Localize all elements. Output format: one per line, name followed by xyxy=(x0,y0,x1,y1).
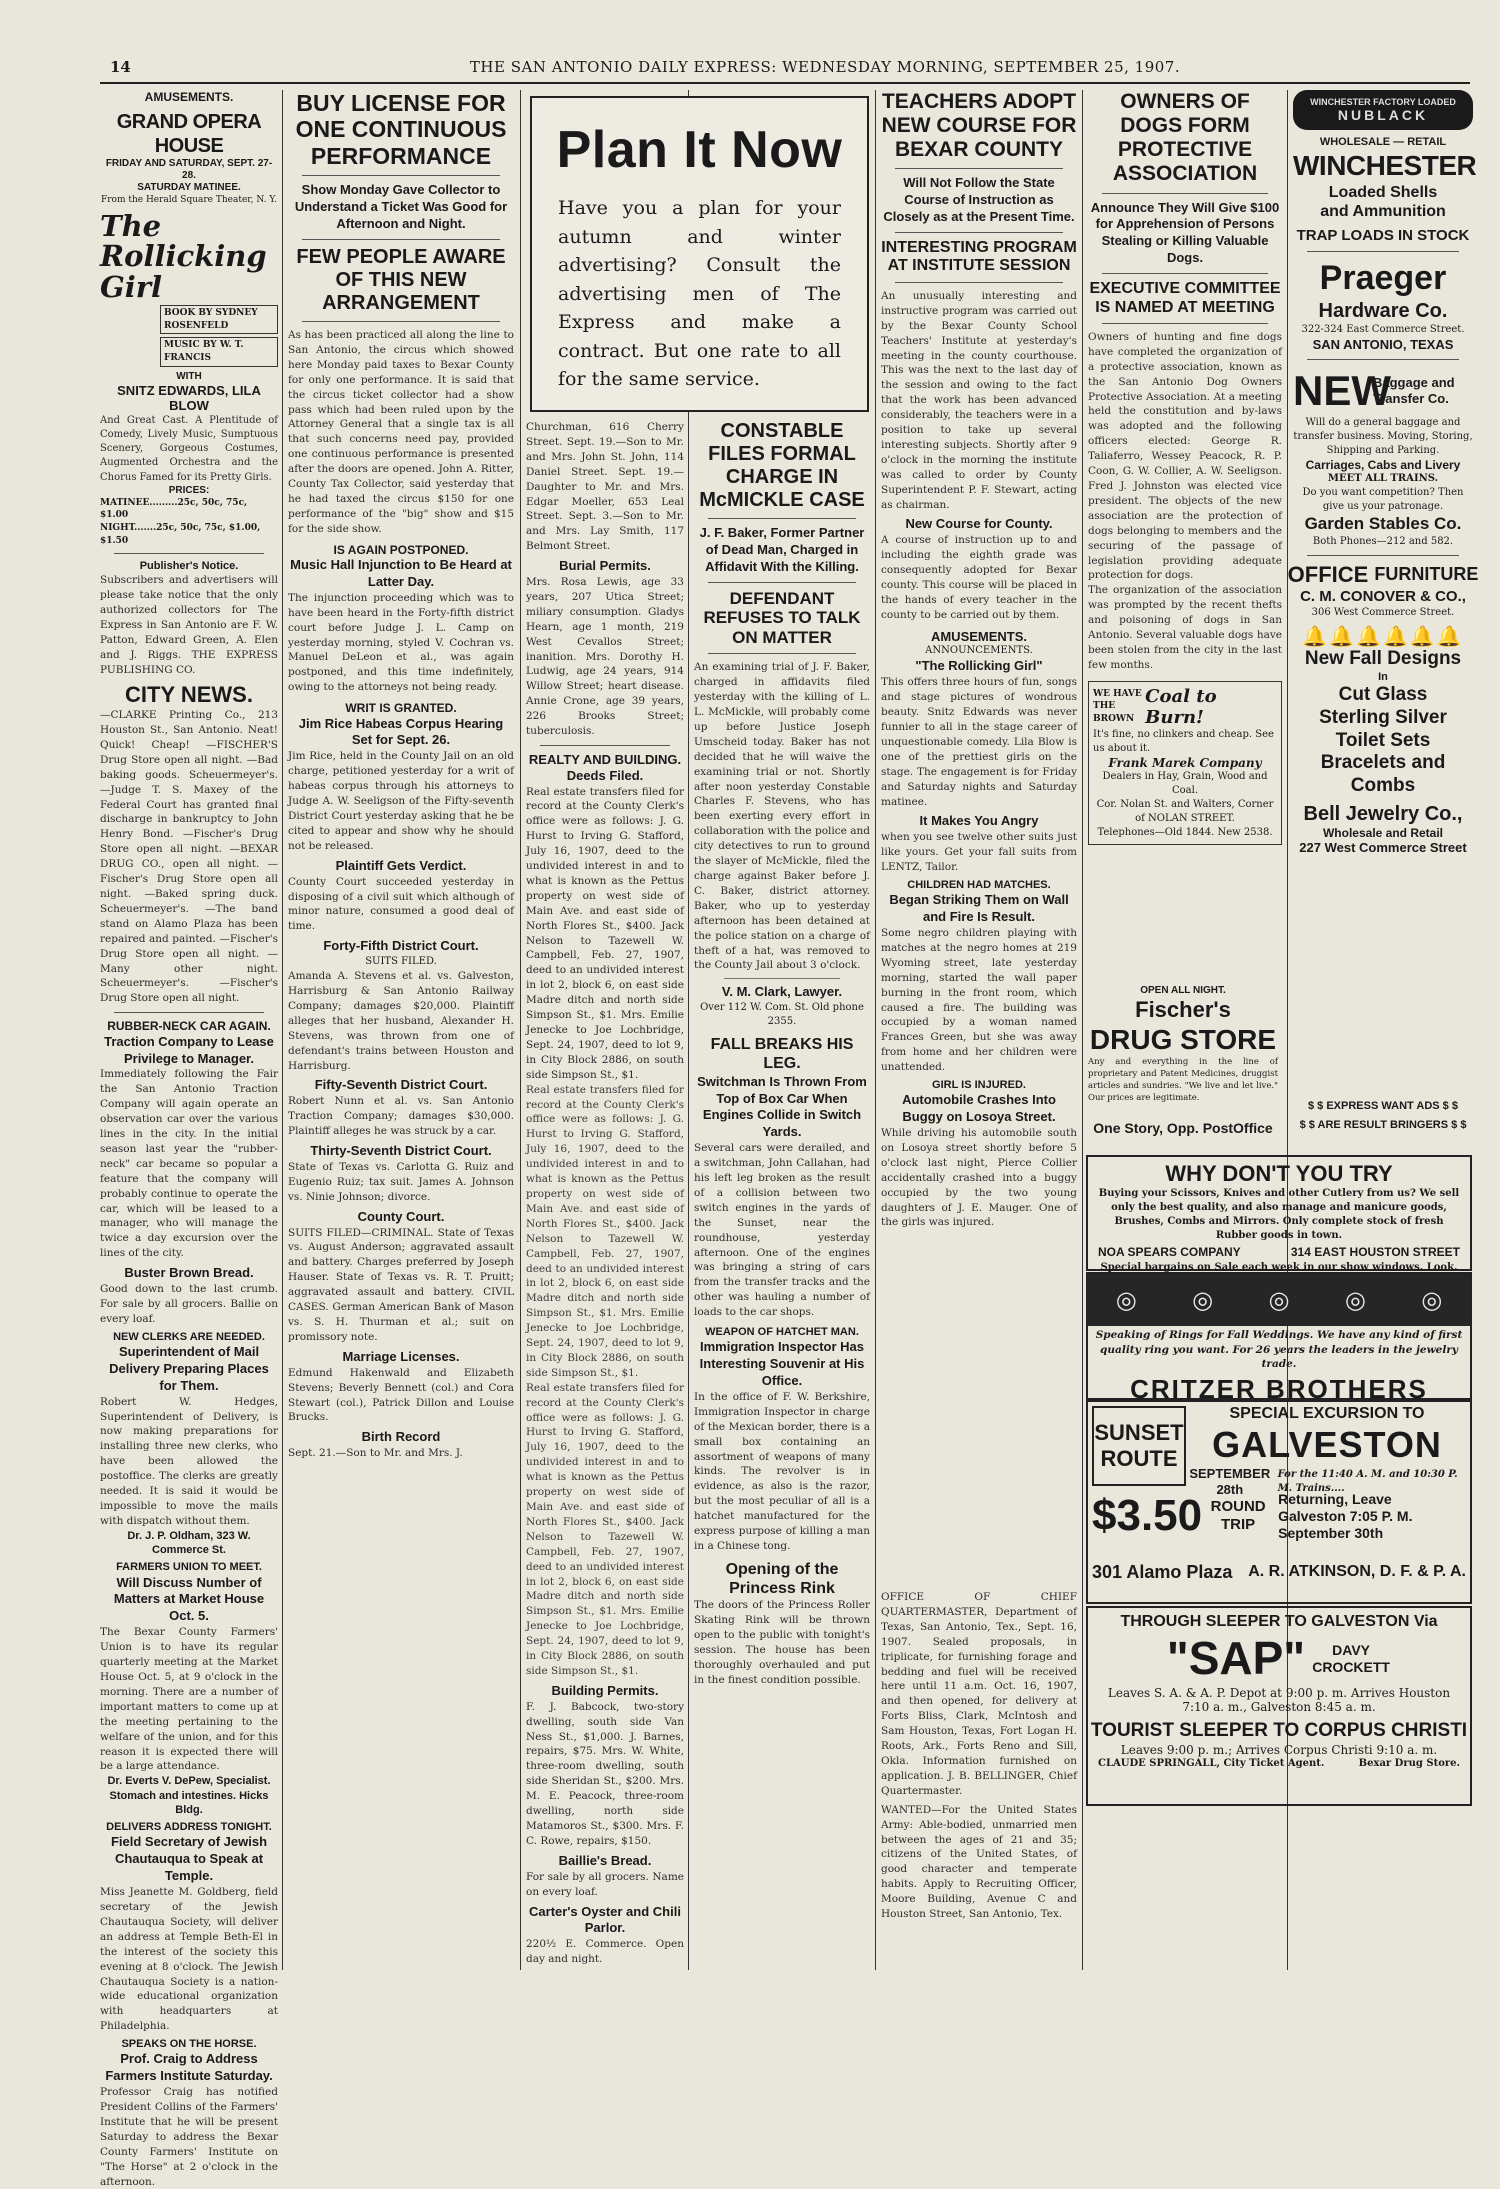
column-6 xyxy=(1088,90,1282,1100)
express-want: $ $ EXPRESS WANT ADS $ $ xyxy=(1308,1100,1458,1112)
winchester-brand: WINCHESTER FACTORY LOADED xyxy=(1310,97,1456,107)
buster-head: Buster Brown Bread. xyxy=(124,1265,254,1281)
noa-spears: NOA SPEARS COMPANY xyxy=(1098,1245,1241,1260)
matinee-line: SATURDAY MATINEE. xyxy=(137,182,241,194)
baggage-title: Baggage and Transfer Co. xyxy=(1373,375,1455,406)
in-label: In xyxy=(1378,670,1388,683)
weapon-text: In the office of F. W. Berkshire, Immigration Inspector in charge of the Mexican border, there is a small box containing an assortment of weapons of many kinds. The revolver is in evidence, as also is the razor, but the most peculiar of all is a hatchet manufactured for the express purpose of killing a man in a Chinese tong. xyxy=(694,1390,870,1552)
burial-text: Mrs. Rosa Lewis, age 33 years, 207 Utica Street; miliary consumption. Gladys Hearn, age 1 month, 219 West Cevallos Street; inanition. Mrs. Dorothy H. Ludwig, age 24 years, 914 Willow Street; heart disease. Annie Crone, age 39 years, 226 Brooks Street; tuberculosis. xyxy=(526,576,684,738)
carriages: Carriages, Cabs and Livery xyxy=(1305,457,1461,472)
county-court-text: SUITS FILED—CRIMINAL. State of Texas vs. August Anderson; aggravated assault and battery. Charges preferred by Joseph Hauser. State of Texas vs. R. T. Pruitt; aggravated assault and battery. CIVIL CASES. German American Bank of Mason vs. S. H. Thurman et al.; suit on promissory note. xyxy=(288,1226,514,1343)
tourist-sleeper: TOURIST SLEEPER TO CORPUS CHRISTI xyxy=(1090,1720,1468,1742)
sunset-label: SUNSET xyxy=(1094,1419,1184,1445)
nublack: NUBLACK xyxy=(1337,107,1429,123)
rollicking-head: "The Rollicking Girl" xyxy=(915,658,1043,674)
dogs-sub: Announce They Will Give $100 for Apprehension of Persons Stealing or Killing Valuable Dogs. xyxy=(1090,199,1280,266)
constable-sub: J. F. Baker, Former Partner of Dead Man, Charged in Affidavit With the Killing. xyxy=(699,525,865,574)
atkinson: A. R. ATKINSON, D. F. & P. A. xyxy=(1248,1563,1466,1580)
publisher-text: Subscribers and advertisers will please take notice that the only authorized collectors for The Express in San Antonio are F. W. Patton, Edward Green, A. Elen and J. Riggs. THE EXPRESS PUBLISHING CO. xyxy=(100,574,278,676)
masthead-rule xyxy=(100,82,1470,84)
postponed-sub: Music Hall Injunction to Be Heard at Latter Day. xyxy=(290,557,512,589)
writ-sub: Jim Rice Habeas Corpus Hearing Set for Sept. 26. xyxy=(298,715,504,748)
fischers-title: Fischer's xyxy=(1135,997,1231,1022)
plaintiff-text: County Court succeeded yesterday in disposing of a civil suit which although of minor nature, consumed a good deal of time. xyxy=(288,875,514,933)
praeger-title: Praeger xyxy=(1319,259,1447,298)
coal-phones: Telephones—Old 1844. New 2538. xyxy=(1097,826,1273,838)
clerks-head: NEW CLERKS ARE NEEDED. xyxy=(113,1330,265,1343)
teachers-sub: Will Not Follow the State Course of Instruction as Closely as at the Present Time. xyxy=(883,175,1075,225)
amusements-label: AMUSEMENTS. xyxy=(144,90,234,104)
forty-fifth-text: Amanda A. Stevens et al. vs. Galveston, Harrisburg & San Antonio Railway Company; damages $20,000. Plaintiff alleges that her husband, Alexander H. Stevens, was thrown from one of defendant's trains between Houston and Harrisburg. xyxy=(288,970,514,1072)
forty-fifth-head: Forty-Fifth District Court. xyxy=(323,938,479,954)
open-all-night: OPEN ALL NIGHT. xyxy=(1140,985,1226,996)
license-text: As has been practiced all along the line to San Antonio, the circus which showed here Monday paid taxes to Bexar County for only one performance. It is said that the circus ticket collector had a show pass which had been ruled upon by the Attorney General that a single tax is all that such concerns need pay, provided one continuous performance is presented after the doors are opened. John A. Ritter, County Tax Collector, said yesterday that he had taxed the circus $150 for one performance of the "big" show and $15 for the side show. xyxy=(288,328,514,535)
postponed-head: IS AGAIN POSTPONED. xyxy=(333,542,469,557)
why-dont-you-try-ad xyxy=(1086,1155,1472,1271)
praeger-hardware: Hardware Co. xyxy=(1318,299,1448,322)
license-headline-2: FEW PEOPLE AWARE OF THIS NEW ARRANGEMENT xyxy=(296,245,506,314)
ring-icon: ◎ xyxy=(1115,1286,1137,1314)
teachers-text: An unusually interesting and instructive program was carried out by the Bexar County School Teachers' Institute at yesterday's meeting in the county courthouse. This was the next to the last day of the session and owing to the fact that the work has been advanced considerably, the teachers were in a position to take up several interesting subjects. Shortly after 9 o'clock in the morning the institute was called to order by County Superintendent P. F. Stewart, acting as chairman. xyxy=(881,289,1077,511)
column-rule xyxy=(520,90,521,1970)
weapon-sub: Immigration Inspector Has Interesting Souvenir at His Office. xyxy=(699,1339,865,1389)
buster-text: Good down to the last crumb. For sale by all grocers. Ballie on every loaf. xyxy=(100,1283,278,1325)
plaintiff-head: Plaintiff Gets Verdict. xyxy=(335,857,467,873)
matches-sub: Began Striking Them on Wall and Fire Is Result. xyxy=(889,892,1069,925)
meet-trains: MEET ALL TRAINS. xyxy=(1327,473,1439,485)
marriage-head: Marriage Licenses. xyxy=(342,1348,460,1364)
dogs-headline-2: EXECUTIVE COMMITTEE IS NAMED AT MEETING xyxy=(1089,280,1281,316)
loaded-shells: Loaded Shells xyxy=(1328,183,1438,201)
bell-wholesale: Wholesale and Retail xyxy=(1322,826,1444,841)
delivers-head: DELIVERS ADDRESS TONIGHT. xyxy=(106,1821,272,1834)
rings-text: Speaking of Rings for Fall Weddings. We have any kind of first quality ring you want. For 26 years the leaders in the jewelry trade. xyxy=(1095,1329,1463,1371)
leaves-sa: Leaves S. A. & A. P. Depot at 9:00 p. m. Arrives Houston 7:10 a. m., Galveston 8:45 a. m. xyxy=(1107,1686,1451,1715)
price: $3.50 xyxy=(1092,1491,1203,1540)
plan-it-now-ad xyxy=(530,96,869,412)
births-text: Churchman, 616 Cherry Street. Sept. 19.—Son to Mr. and Mrs. John St. John, 114 Daniel Street. Sept. 19.—Daughter to Mr. and Mrs. Edgar Moeller, 653 Leal Street. Sept. 3.—Son to Mr. and Mrs. Lay Smith, 117 Belmont Street. xyxy=(526,421,684,553)
rink-text: The doors of the Princess Roller Skating Rink will be thrown open to the public with tonight's session. The house has been thoroughly overhauled and put in the finest condition possible. xyxy=(694,1599,870,1686)
course-head: New Course for County. xyxy=(905,516,1053,532)
dogs-text-2: The organization of the association was prompted by the recent thefts and poisoning of dogs in San Antonio. Several valuable dogs have been stolen from the city in the last few months. xyxy=(1088,584,1282,671)
combs: Combs xyxy=(1350,775,1416,797)
music-by: MUSIC BY W. T. FRANCIS xyxy=(160,337,278,366)
matches-head: CHILDREN HAD MATCHES. xyxy=(907,879,1051,892)
carter-head: Carter's Oyster and Chili Parlor. xyxy=(529,1903,681,1936)
garden-stables: Garden Stables Co. xyxy=(1304,514,1462,534)
amusements-text: This offers three hours of fun, songs and stage pictures of wondrous beauty. Snitz Edwards was never funnier to all in the stage career of unquestionable comedy. Lila Blow is one of the prettiest girls on the stage. The engagement is for Friday and Saturday nights and Saturday matinee. xyxy=(881,676,1077,808)
constable-headline-2: DEFENDANT REFUSES TO TALK ON MATTER xyxy=(703,588,861,647)
stars: SNITZ EDWARDS, LILA BLOW xyxy=(117,382,261,414)
toilet-sets: Toilet Sets xyxy=(1335,729,1431,751)
teachers-headline-2: INTERESTING PROGRAM AT INSTITUTE SESSION xyxy=(881,239,1077,275)
amusements-head: AMUSEMENTS. xyxy=(930,628,1028,644)
cast-text: And Great Cast. A Plentitude of Comedy, Lively Music, Sumptuous Scenery, Gorgeous Costumes, Augmented Orchestra and the Chorus Famed for its Pretty Girls. xyxy=(100,414,278,483)
course-text: A course of instruction up to and including the eighth grade was consequently adopted for Bexar county. This course will be placed in the hands of every teacher in the county to be carried out by them. xyxy=(881,534,1077,621)
why-title: WHY DON'T YOU TRY xyxy=(1165,1161,1393,1186)
sterling-silver: Sterling Silver xyxy=(1319,706,1447,728)
page-number: 14 xyxy=(110,58,131,76)
wanted-notice: WANTED—For the United States Army: Able-bodied, unmarried men between the ages of 21 and 35; citizens of the United States, of good character and temperate habits. Apply to Recruiting Officer, Moore Building, Avenue C and Houston Street, San Antonio, Tex. xyxy=(881,1803,1077,1921)
excursion-date: SEPTEMBER 28th xyxy=(1189,1466,1271,1497)
constable-text: An examining trial of J. F. Baker, charged in affidavits filed yesterday with the killing of L. L. McMickle, will probably come up before Justice Joseph Umscheid today. Baker has not decided that he will waive the examining trial or not. Shortly after noon yesterday Constable Charles F. Stevens, who has been exerting every effort in collaboration with the police and city detectives to run to ground the slayer of McMickle, filed the charge against Baker before J. C. Baker, district attorney. Baker, who up to yesterday afternoon has been detained at the police station on a charge of theft of a hat, was removed to the County Jail about 3 o'clock. xyxy=(694,661,870,972)
competition-text: Do you want competition? Then give us your patronage. xyxy=(1302,487,1464,513)
davy-crockett: DAVY CROCKETT xyxy=(1312,1641,1390,1675)
and-ammunition: and Ammunition xyxy=(1320,202,1446,220)
girl-head: GIRL IS INJURED. xyxy=(932,1079,1026,1092)
column-7-ads xyxy=(1287,90,1479,1100)
ring-icon: ◎ xyxy=(1421,1286,1443,1314)
furniture-label: FURNITURE xyxy=(1374,564,1479,585)
permits-head: Building Permits. xyxy=(551,1682,659,1698)
deeds-text: Real estate transfers filed for record at the County Clerk's office were as follows: J. G. Hurst to Irving G. Stafford, July 16, 1907, deed to the undivided interest in and to what is known as the Pettus property on west side of Main Ave. and east side of North Flores St., $400. Jack Nelson to Tazewell W. Campbell, Feb. 27, 1907, deed to an undivided interest in lot 2, block 6, on east side Madre ditch and north side Simpson St., $1. Mrs. Emilie Jenecke to Joe Lochbridge, Sept. 24, 1907, deed to lot 9, in City Block 2886, on south side Simpson St., $1. xyxy=(526,785,684,1081)
girl-text: While driving his automobile south on Losoya street shortly before 5 o'clock last night, Pierce Collier accidentally crashed into a buggy occupied by the two young daughters of J. E. Mauger. One of the girls was injured. xyxy=(881,1127,1077,1229)
special-excursion: SPECIAL EXCURSION TO xyxy=(1229,1405,1425,1422)
galveston-title: GALVESTON xyxy=(1212,1424,1442,1466)
show-dates: FRIDAY AND SATURDAY, SEPT. 27-28. xyxy=(105,158,273,182)
ring-icon: ◎ xyxy=(1268,1286,1290,1314)
critzer-title: CRITZER BROTHERS xyxy=(1130,1374,1428,1405)
deeds-head: Deeds Filed. xyxy=(566,767,644,783)
from-line: From the Herald Square Theater, N. Y. xyxy=(100,195,277,206)
city-news-items: —CLARKE Printing Co., 213 Houston St., San Antonio. Neat! Quick! Cheap! —FISCHER'S Drug Store open all night. —Bad baking goods. Scheuermeyer's. —Judge T. S. Maxey of the Federal Court has granted final discharge in bankruptcy to John Henry Bond. —Fischer's Drug Store open all night. —BEXAR DRUG CO., open all night. —Fischer's Drug Store open all night. —Baked spring duck. Scheuermeyer's. —The band stand on Alamo Plaza has been repaired and painted. —Fischer's Drug Store open all night. —Many other night. Scheuermeyer's. —Fischer's Drug Store open all night. xyxy=(100,709,278,1005)
trap-loads: TRAP LOADS IN STOCK xyxy=(1296,227,1470,245)
fischer-ad xyxy=(1088,985,1278,1113)
constable-headline: CONSTABLE FILES FORMAL CHARGE IN McMICKLE CASE xyxy=(699,420,865,511)
baggage-text: Will do a general baggage and transfer business. Moving, Storing, Shipping and Parking. xyxy=(1293,416,1473,456)
sap-title: "SAP" xyxy=(1166,1632,1306,1685)
thirty-seventh-head: Thirty-Seventh District Court. xyxy=(310,1143,492,1159)
plan-ad-text: Have you a plan for your autumn and winter advertising? Consult the advertising men of The Express and make a contract. But one rate to all for the same service. xyxy=(558,197,841,390)
farmers-text: The Bexar County Farmers' Union is to have its regular quarterly meeting at the Market House Oct. 5, at 9 o'clock in the morning. There are a number of important matters to come up at the meeting pertaining to the welfare of the union, and for this reason it is expected there will be a large attendance. xyxy=(100,1626,278,1773)
horse-head: SPEAKS ON THE HORSE. xyxy=(121,2038,257,2051)
baillie-text: For sale by all grocers. Name on every loaf. xyxy=(526,1870,684,1898)
coal-head: Coal to Burn! xyxy=(1145,685,1217,728)
farmers-head: FARMERS UNION TO MEET. xyxy=(116,1561,262,1574)
depew-ad: Dr. Everts V. DePew, Specialist. Stomach and intestines. Hicks Bldg. xyxy=(107,1775,271,1816)
excursion-times: For the 11:40 A. M. and 10:30 P. M. Trains.... xyxy=(1277,1468,1458,1494)
masthead-title: THE SAN ANTONIO DAILY EXPRESS: WEDNESDAY MORNING, SEPTEMBER 25, 1907. xyxy=(469,58,1181,76)
wholesale-retail: WHOLESALE — RETAIL xyxy=(1319,136,1447,148)
coal-dealers: Dealers in Hay, Grain, Wood and Coal. xyxy=(1102,770,1268,796)
column-4 xyxy=(694,420,870,1970)
ring-icon: ◎ xyxy=(1344,1286,1366,1314)
why-text: Buying your Scissors, Knives and other Cutlery from us? We sell only the best quality, and also manage and manicure goods, Brushes, Combs and Mirrors. Only complete stock of fresh Rubber goods in town. xyxy=(1098,1188,1460,1242)
coal-text: It's fine, no clinkers and cheap. See us about it. xyxy=(1093,728,1274,754)
office-label: OFFICE xyxy=(1287,561,1369,587)
girl-sub: Automobile Crashes Into Buggy on Losoya Street. xyxy=(902,1092,1056,1125)
conover-address: 306 West Commerce Street. xyxy=(1311,607,1455,619)
fifty-seventh-head: Fifty-Seventh District Court. xyxy=(314,1077,488,1093)
announcements-label: ANNOUNCEMENTS. xyxy=(925,645,1033,657)
conover-name: C. M. CONOVER & CO., xyxy=(1300,588,1466,606)
permits-text: F. J. Babcock, two-story dwelling, south side Van Ness St., $1,000. J. Barnes, repairs, $75. Mrs. W. White, three-room dwelling, south side Sheridan St., $200. Mrs. M. E. Peacock, three-room dwelling, north side Matamoros St., $300. Mrs. F. C. Rowe, repairs, $150. xyxy=(526,1700,684,1847)
city-news-head: CITY NEWS. xyxy=(125,681,253,707)
teachers-headline: TEACHERS ADOPT NEW COURSE FOR BEXAR COUNTY xyxy=(881,90,1077,162)
dogs-text: Owners of hunting and fine dogs have completed the organization of a protective association, known as the San Antonio Dog Owners Protective Association. At a meeting held the constitution and by-laws was adopted and the following officers elected: George R. Taliaferro, Wessey Peacock, R. P. Coon, G. W. Collier, A. W. Seeligson. Fred J. Johnston was elected vice president. The objects of the new association are the protection of dogs belonging to members and the securing of the passage of legislation providing adequate protection for dogs. xyxy=(1088,330,1282,582)
thirty-seventh-text: State of Texas vs. Carlotta G. Ruiz and Eugenio Ruiz; tax suit. James A. Johnson vs. Ninie Johnson; divorce. xyxy=(288,1160,514,1203)
writ-head: WRIT IS GRANTED. xyxy=(345,701,457,716)
bell-address: 227 West Commerce Street xyxy=(1299,840,1467,856)
coal-we-have: WE HAVE THE BROWN xyxy=(1093,688,1142,725)
column-rule xyxy=(282,90,283,1970)
bell-icons: 🔔🔔🔔🔔🔔🔔 xyxy=(1302,624,1464,649)
rink-head: Opening of the Princess Rink xyxy=(725,1560,839,1598)
angry-head: It Makes You Angry xyxy=(919,813,1039,829)
fischer-text: Any and everything in the line of proprietary and Patent Medicines, druggist articles and sundries. "We live and let live." Our prices are legitimate. xyxy=(1088,1056,1278,1103)
returning: Returning, Leave Galveston 7:05 P. M. September 30th xyxy=(1278,1491,1413,1541)
galveston-excursion-ad xyxy=(1086,1400,1472,1604)
column-rule xyxy=(875,90,876,1970)
bexar-drug: Bexar Drug Store. xyxy=(1358,1758,1460,1770)
clerks-sub: Superintendent of Mail Delivery Preparing Places for Them. xyxy=(109,1343,269,1393)
rings-banner xyxy=(1088,1274,1470,1326)
matinee-prices: MATINEE.........25c, 50c, 75c, $1.00 xyxy=(100,497,248,521)
one-story: One Story, Opp. PostOffice xyxy=(1093,1120,1273,1136)
clerks-text: Robert W. Hedges, Superintendent of Delivery, is now making preparations for installing three new clerks, who have been allowed the postoffice. The clerks are greatly needed. It is said it would be impossible to move the mails with dispatch without them. xyxy=(100,1395,278,1527)
opera-house-title: GRAND OPERA HOUSE xyxy=(116,111,262,158)
fall-head: FALL BREAKS HIS LEG. xyxy=(710,1036,854,1073)
new-label: NEW xyxy=(1293,366,1391,414)
coal-address: Cor. Nolan St. and Walters, Corner of NOLAN STREET. xyxy=(1096,798,1274,824)
column-3 xyxy=(526,420,684,1970)
fall-designs: New Fall Designs xyxy=(1304,648,1462,670)
cut-glass: Cut Glass xyxy=(1338,684,1428,706)
coal-ad xyxy=(1088,681,1282,845)
carter-text: 220½ E. Commerce. Open day and night. xyxy=(526,1938,684,1966)
column-1 xyxy=(100,90,278,2188)
round-trip: ROUND TRIP xyxy=(1210,1498,1266,1534)
publisher-head: Publisher's Notice. xyxy=(139,560,239,573)
horse-text: Professor Craig has notified President Collins of the Farmers' Institute that he will be present Saturday to address the Bexar County Farmers' Institute on "The Horse" at 2 o'clock in the afternoon. xyxy=(100,2086,278,2188)
winchester-title: WINCHESTER xyxy=(1293,150,1477,182)
weapon-head: WEAPON OF HATCHET MAN. xyxy=(705,1326,859,1339)
drug-store-title: DRUG STORE xyxy=(1089,1024,1277,1056)
sunset-route-logo xyxy=(1092,1406,1186,1486)
angry-text: when you see twelve other suits just like yours. Get your fall suits from LENTZ, Tailor. xyxy=(881,831,1077,874)
prices-label: PRICES: xyxy=(168,484,210,496)
route-label: ROUTE xyxy=(1100,1446,1178,1471)
column-2 xyxy=(288,90,514,1970)
praeger-city: SAN ANTONIO, TEXAS xyxy=(1312,336,1454,352)
critzer-ad xyxy=(1086,1272,1472,1405)
winchester-shell-graphic xyxy=(1293,90,1473,130)
result-bringers: $ $ ARE RESULT BRINGERS $ $ xyxy=(1299,1119,1467,1132)
book-by: BOOK BY SYDNEY ROSENFELD xyxy=(160,305,278,334)
plan-ad-title: Plan It Now xyxy=(556,121,843,179)
matches-text: Some negro children playing with matches at the negro homes at 219 Wyoming street, late yesterday morning, started the wall paper burning in the front room, which caused a fire. The building was occupied by a woman named Frances Green, but she was away from home and her children were unattended. xyxy=(881,927,1077,1074)
deeds-text-continued: Real estate transfers filed for record at the County Clerk's office were as follows: J. G. Hurst to Irving G. Stafford, July 16, 1907, deed to the undivided interest in and to what is known as the Pettus property on west side of Main Ave. and east side of North Flores St., $400. Jack Nelson to Tazewell W. Campbell, Feb. 27, 1907, deed to an undivided interest in lot 2, block 6, on east side Madre ditch and north side Simpson St., $1. Mrs. Emilie Jenecke to Joe Lochbridge, Sept. 24, 1907, deed to lot 9, in City Block 2886, on south side Simpson St., $1. xyxy=(526,1083,684,1379)
delivers-sub: Field Secretary of Jewish Chautauqua to Speak at Temple. xyxy=(110,1834,268,1884)
birth-head: Birth Record xyxy=(361,1429,441,1445)
claude-springall: CLAUDE SPRINGALL, City Ticket Agent. xyxy=(1098,1758,1325,1770)
marriage-text: Edmund Hakenwald and Elizabeth Stevens; Beverly Bennett (col.) and Cora Stewart (col.), Patrick Dillon and Louise Brucks. xyxy=(288,1366,514,1424)
baillie-head: Baillie's Bread. xyxy=(558,1852,652,1868)
writ-text: Jim Rice, held in the County Jail on an old charge, petitioned yesterday for a writ of habeas corpus through his attorneys to Judge A. W. Seeligson of the Fifty-seventh District Court yesterday asking that he be cited to appear and show why he should not be released. xyxy=(288,750,514,852)
through-sleeper: THROUGH SLEEPER TO GALVESTON Via xyxy=(1120,1613,1438,1630)
postponed-text: The injunction proceeding which was to have been heard in the Forty-fifth district court before Judge J. L. Camp on yesterday morning, styled V. Cochran vs. Manuel DeLeon et al., was again postponed, and this time indefinitely, owing to the attorneys not being ready. xyxy=(288,591,514,694)
praeger-address: 322-324 East Commerce Street. xyxy=(1301,323,1465,335)
alamo-plaza: 301 Alamo Plaza xyxy=(1092,1562,1233,1582)
oldham-ad: Dr. J. P. Oldham, 323 W. Commerce St. xyxy=(127,1529,251,1557)
dogs-headline: OWNERS OF DOGS FORM PROTECTIVE ASSOCIATION xyxy=(1112,90,1258,186)
sleeper-ad xyxy=(1086,1606,1472,1806)
with-label: WITH xyxy=(176,370,202,382)
night-prices: NIGHT.......25c, 50c, 75c, $1.00, $1.50 xyxy=(100,522,261,546)
show-title: The Rollicking Girl xyxy=(100,208,267,304)
noa-special: Special bargains on Sale each week in our show windows. Look. xyxy=(1100,1261,1458,1273)
notices xyxy=(881,1590,1077,1960)
horse-sub: Prof. Craig to Address Farmers Institute Saturday. xyxy=(105,2051,273,2084)
fall-text: Several cars were derailed, and a switchman, John Callahan, had his left leg broken as the result of a collision between two switch engines in the yards of the Sunset, near the roundhouse, yesterday afternoon. One of the engines was bringing a string of cars from the transfer tracks and the other was hauling a number of loads to the car shops. xyxy=(694,1142,870,1319)
rubber-neck-head: RUBBER-NECK CAR AGAIN. xyxy=(107,1019,271,1034)
fifty-seventh-text: Robert Nunn et al. vs. San Antonio Traction Company; damages $30,000. Plaintiff alleges he was struck by a car. xyxy=(288,1095,514,1138)
garden-phones: Both Phones—212 and 582. xyxy=(1312,535,1454,547)
corpus-times: Leaves 9:00 p. m.; Arrives Corpus Christi 9:10 a. m. xyxy=(1120,1743,1438,1758)
county-court-head: County Court. xyxy=(357,1208,445,1224)
fall-sub: Switchman Is Thrown From Top of Box Car When Engines Collide in Switch Yards. xyxy=(697,1073,867,1140)
coal-company: Frank Marek Company xyxy=(1108,755,1262,770)
column-rule xyxy=(1082,90,1083,1970)
bell-jewelry: Bell Jewelry Co., xyxy=(1303,803,1463,826)
deeds-text-continued-2: Real estate transfers filed for record at the County Clerk's office were as follows: J. G. Hurst to Irving G. Stafford, July 16, 1907, deed to the undivided interest in and to what is known as the Pettus property on west side of Main Ave. and east side of North Flores St., $400. Jack Nelson to Tazewell W. Campbell, Feb. 27, 1907, deed to an undivided interest in lot 2, block 6, on east side Madre ditch and north side Simpson St., $1. Mrs. Emilie Jenecke to Joe Lochbridge, Sept. 24, 1907, deed to lot 9, in City Block 2886, on south side Simpson St., $1. xyxy=(526,1381,684,1677)
clark-ad: V. M. Clark, Lawyer. xyxy=(721,984,843,1000)
express-want-ads xyxy=(1293,1100,1473,1132)
birth-text: Sept. 21.—Son to Mr. and Mrs. J. xyxy=(288,1447,463,1460)
license-sub: Show Monday Gave Collector to Understand a Ticket Was Good for Afternoon and Night. xyxy=(294,182,508,232)
delivers-text: Miss Jeanette M. Goldberg, field secretary of the Jewish Chautauqua Society, will deliver an address at Temple Beth-El in the interest of the society this evening at 8 o'clock. The Jewish Chautauqua Society is a nation-wide educational organization with headquarters at Philadelphia. xyxy=(100,1886,278,2033)
quartermaster-notice: OFFICE OF CHIEF QUARTERMASTER, Department of Texas, San Antonio, Tex., Sept. 16, 1907. Sealed proposals, in triplicate, for furnishing forage and bedding and fuel will be received here until 11 a.m. Oct. 16, 1907, and then opened, for delivery at Forts Bliss, Clark, McIntosh and Sam Houston, Texas, Fort Logan H. Roots, Ark., Forts Reno and Sill, Okla. Information furnished on application. J. B. BELLINGER, Chief Quartermaster. xyxy=(881,1591,1077,1797)
burial-head: Burial Permits. xyxy=(559,558,651,574)
realty-head: REALTY AND BUILDING. xyxy=(528,752,682,768)
noa-address: 314 EAST HOUSTON STREET xyxy=(1290,1245,1460,1260)
traction-sub: Traction Company to Lease Privilege to Manager. xyxy=(104,1033,274,1066)
suits-filed-label: SUITS FILED. xyxy=(365,956,437,968)
clark-address: Over 112 W. Com. St. Old phone 2355. xyxy=(700,1002,864,1028)
traction-text: Immediately following the Fair the San Antonio Traction Company will again operate an observation car over the various lines in the city. In the initial season last year the "rubber-neck" car became so popular a feature that the company will probably continue to operate the car, which will be leased to a manager, who will manage the twice a day excursion over the lines of the city. xyxy=(100,1068,278,1260)
license-headline: BUY LICENSE FOR ONE CONTINUOUS PERFORMANCE xyxy=(295,90,507,169)
ring-icon: ◎ xyxy=(1192,1286,1214,1314)
farmers-sub: Will Discuss Number of Matters at Market House Oct. 5. xyxy=(113,1574,265,1624)
bracelets: Bracelets and xyxy=(1320,752,1446,774)
